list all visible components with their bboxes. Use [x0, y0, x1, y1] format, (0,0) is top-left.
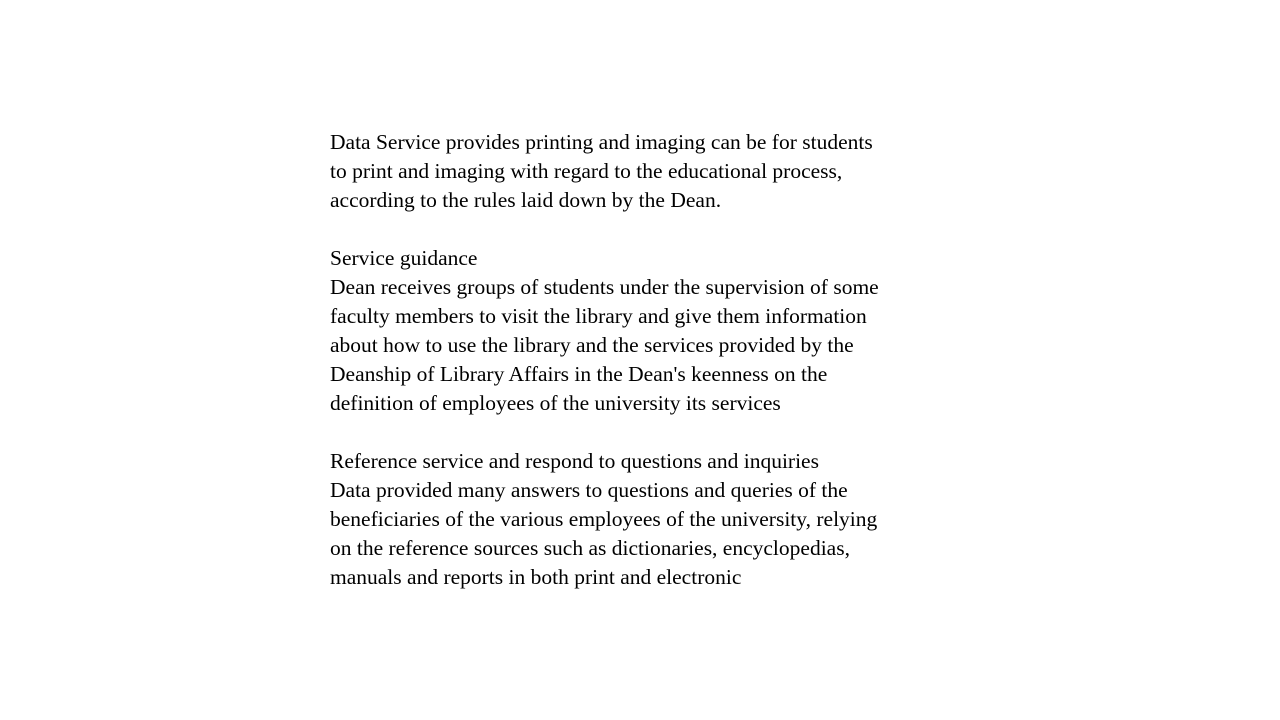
text-line: definition of employees of the university its services: [330, 391, 781, 415]
paragraph-spacer: [330, 215, 970, 244]
text-line: to print and imaging with regard to the educational process,: [330, 159, 843, 183]
section-heading-guidance: Service guidance: [330, 246, 478, 270]
text-line: Deanship of Library Affairs in the Dean's keenness on the: [330, 362, 828, 386]
section-heading-reference: Reference service and respond to questions and inquiries: [330, 449, 819, 473]
text-line: manuals and reports in both print and electronic: [330, 565, 742, 589]
text-line: on the reference sources such as dictionaries, encyclopedias,: [330, 536, 850, 560]
guidance-paragraph: [330, 244, 970, 418]
text-line: about how to use the library and the services provided by the: [330, 333, 854, 357]
text-line: beneficiaries of the various employees of the university, relying: [330, 507, 878, 531]
text-line: faculty members to visit the library and give them information: [330, 304, 867, 328]
text-line: according to the rules laid down by the Dean.: [330, 188, 722, 212]
text-body: [330, 128, 970, 592]
paragraph-spacer: [330, 418, 970, 447]
text-line: Data provided many answers to questions and queries of the: [330, 478, 848, 502]
text-line: Dean receives groups of students under the supervision of some: [330, 275, 879, 299]
text-line: Data Service provides printing and imaging can be for students: [330, 130, 873, 154]
reference-paragraph: [330, 447, 970, 592]
intro-paragraph: [330, 128, 970, 215]
